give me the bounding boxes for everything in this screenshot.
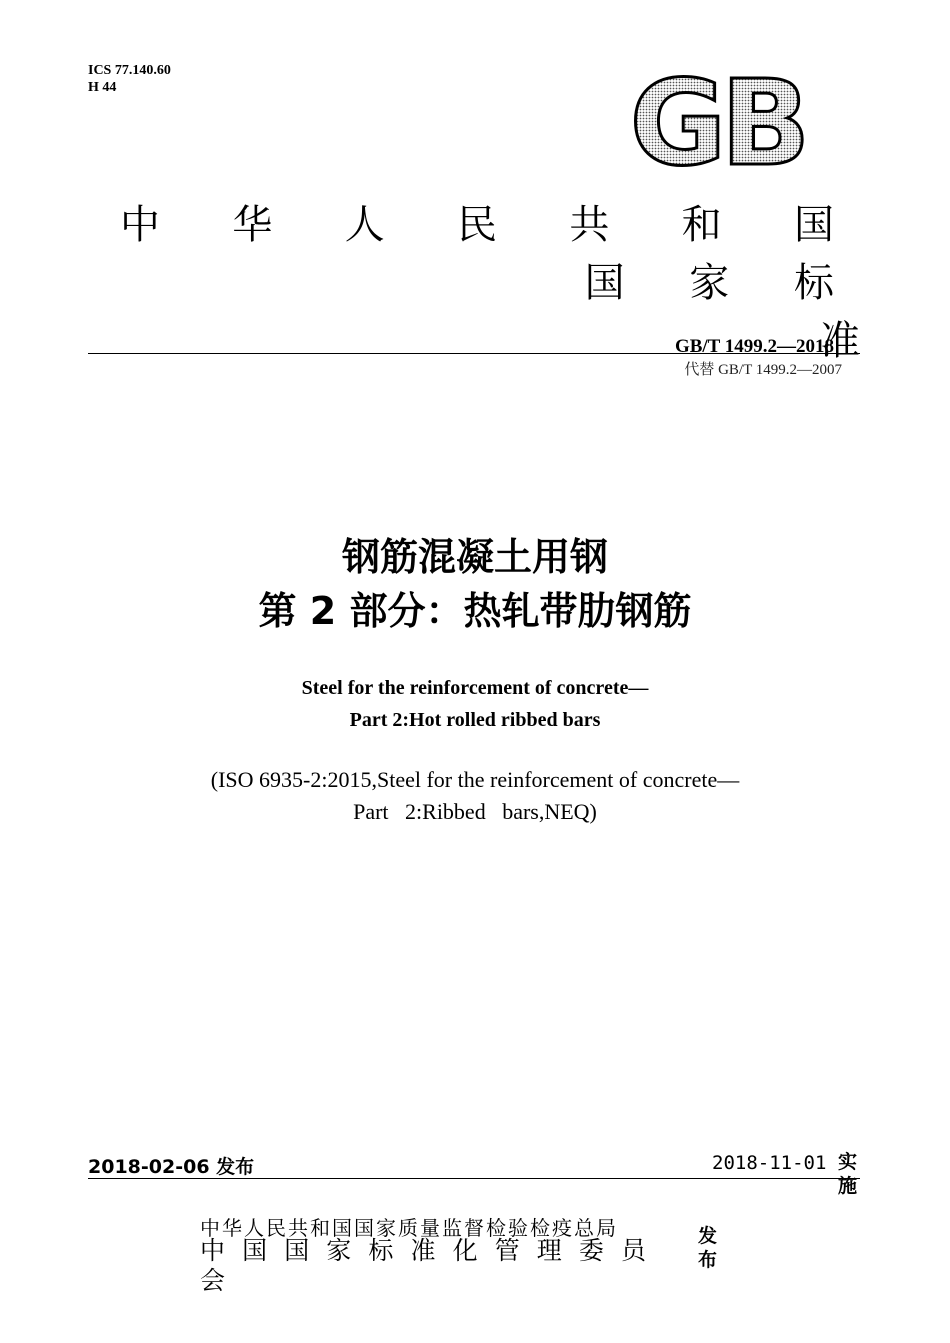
issuer-aqsiq: 中华人民共和国国家质量监督检验检疫总局 [200,1216,618,1240]
implement-date: 2018-11-01 [712,1152,827,1174]
issuer-sac: 中国国家标准化管理委员会 [200,1236,660,1295]
national-standard-title-line1: 中 华 人 民 共 和 国 国 家 标 [120,202,860,306]
chinese-title-line2: 第 2 部分：热轧带肋钢筋 [258,589,692,633]
ics-code: ICS 77.140.60 [88,63,171,78]
svg-text:GB: GB [629,72,805,172]
publish-date: 2018-02-06 发布 [88,1156,255,1178]
standard-number: GB/T 1499.2—2018 [674,336,834,357]
national-standard-title-line2: 准 [820,318,860,364]
chinese-title-line1: 钢筋混凝土用钢 [341,535,608,579]
iso-reference-line2: Part 2:Ribbed bars,NEQ) [353,799,597,824]
chinese-title [0,530,950,638]
iso-reference-line1: (ISO 6935-2:2015,Steel for the reinforcement of concrete— [210,767,740,792]
ccs-code: H 44 [88,80,117,95]
gb-emblem-icon [624,72,810,172]
english-title [0,672,950,736]
ics-block [88,62,171,96]
english-title-line1: Steel for the reinforcement of concrete— [301,677,649,699]
replaces-standard: 代替 GB/T 1499.2—2007 [684,362,842,378]
header-divider [88,353,860,354]
iso-reference [0,764,950,828]
issue-label: 发布 [698,1225,718,1271]
implement-label: 实施 [838,1151,858,1197]
english-title-line2: Part 2:Hot rolled ribbed bars [349,709,601,731]
footer-divider [88,1178,860,1179]
